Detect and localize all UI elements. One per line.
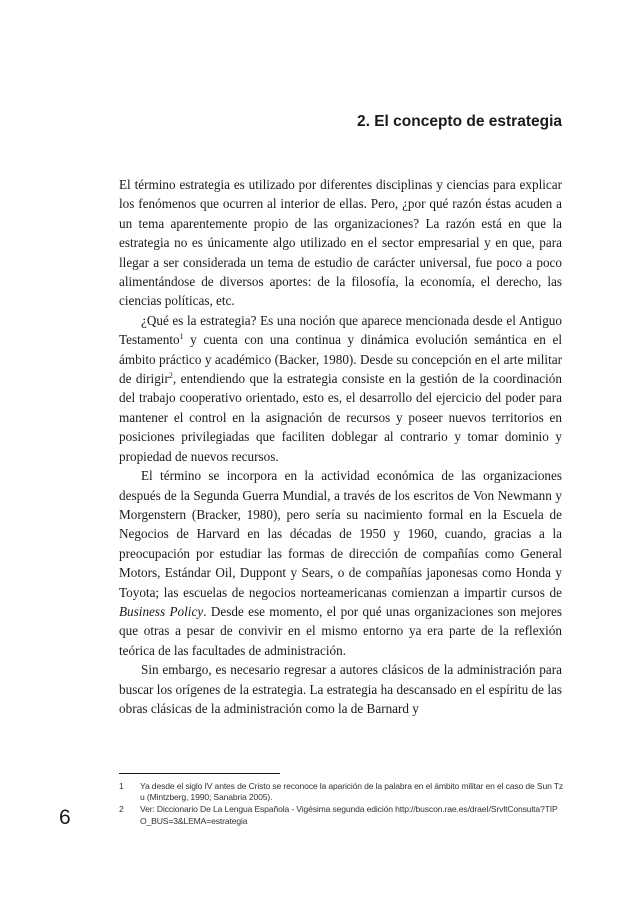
footnote-number: 1 <box>119 781 124 791</box>
footnote-1 <box>119 781 564 803</box>
section-title: 2. El concepto de estrategia <box>356 113 562 130</box>
paragraph-2-part-a: ¿Qué es la estrategia? Es una noción que aparece mencionada desde el Antiguo Testamento <box>119 312 562 348</box>
paragraph-3-part-a: El término se incorpora en la actividad económica de las organizaciones después de la Segunda Guerra Mundial, a través de los escritos de Von Newmann y Morgenstern (Bracker, 1980), pero sería su nacimiento formal en la Escuela de Negocios de Harvard en las décadas de 1950 y 1960, cuando, gracias a la preocupación por estudiar las formas de dirección de compañías como General Motors, Estándar Oil, Duppont y Sears, o de compañías japonesas como Honda y Toyota; las escuelas de negocios norteamericanas comienzan a impartir cursos de <box>119 468 562 600</box>
footnote-text: Ya desde el siglo IV antes de Cristo se reconoce la aparición de la palabra en el ámbito militar en el caso de Sun Tzu (Mintzberg, 1990; Sanabria 2005). <box>140 781 564 803</box>
paragraph-2 <box>119 311 562 466</box>
paragraph-2-part-c: , entendiendo que la estrategia consiste en la gestión de la coordinación del trabajo cooperativo orientado, esto es, el desarrollo del ejercicio del poder para mantener el control en la asignación de recursos y poseer nuevos territorios en posiciones privilegiadas que faciliten doblegar al contrario y tomar dominio y propiedad de nuevos recursos. <box>119 371 562 464</box>
footnote-ref-1: 1 <box>179 332 184 342</box>
footnote-ref-2: 2 <box>168 371 173 381</box>
footnote-2 <box>119 804 564 826</box>
paragraph-2-part-b: y cuenta con una continua y dinámica evolución semántica en el ámbito práctico y académico (Backer, 1980). Desde su concepción en el arte militar de dirigir <box>119 332 562 387</box>
footnote-number: 2 <box>119 804 124 815</box>
paragraph-3-part-b: . Desde ese momento, el por qué unas organizaciones son mejores que otras a pesar de convivir en el mismo entorno ya era parte de la reflexión teórica de las facultades de administración. <box>119 603 562 658</box>
paragraph-1: El término estrategia es utilizado por diferentes disciplinas y ciencias para explicar los fenómenos que ocurren al interior de ellas. Pero, ¿por qué razón éstas acuden a un tema aparentemente propio de las organizaciones? La razón está en que la estrategia no es únicamente algo utilizado en el sector empresarial y en que, para llegar a ser considerada un tema de estudio de carácter universal, fue poco a poco alimentándose de diversos aportes: de la filosofía, la economía, el derecho, las ciencias políticas, etc. <box>119 177 562 309</box>
paragraph-3 <box>119 466 562 660</box>
business-policy-term: Business Policy <box>119 603 204 619</box>
footnote-text: Ver: Diccionario De La Lengua Española - Vigésima segunda edición http://buscon.rae.es/draeI/SrvltConsulta?TIPO_BUS=3&LEMA=estrategia <box>140 804 558 826</box>
footnote-separator <box>119 773 280 774</box>
paragraph-4: Sin embargo, es necesario regresar a autores clásicos de la administración para buscar los orígenes de la estrategia. La estrategia ha descansado en el espíritu de las obras clásicas de la administración como la de Barnard y <box>119 662 562 716</box>
page-number: 6 <box>59 806 71 829</box>
body-text <box>119 175 562 718</box>
footnotes <box>119 781 564 828</box>
